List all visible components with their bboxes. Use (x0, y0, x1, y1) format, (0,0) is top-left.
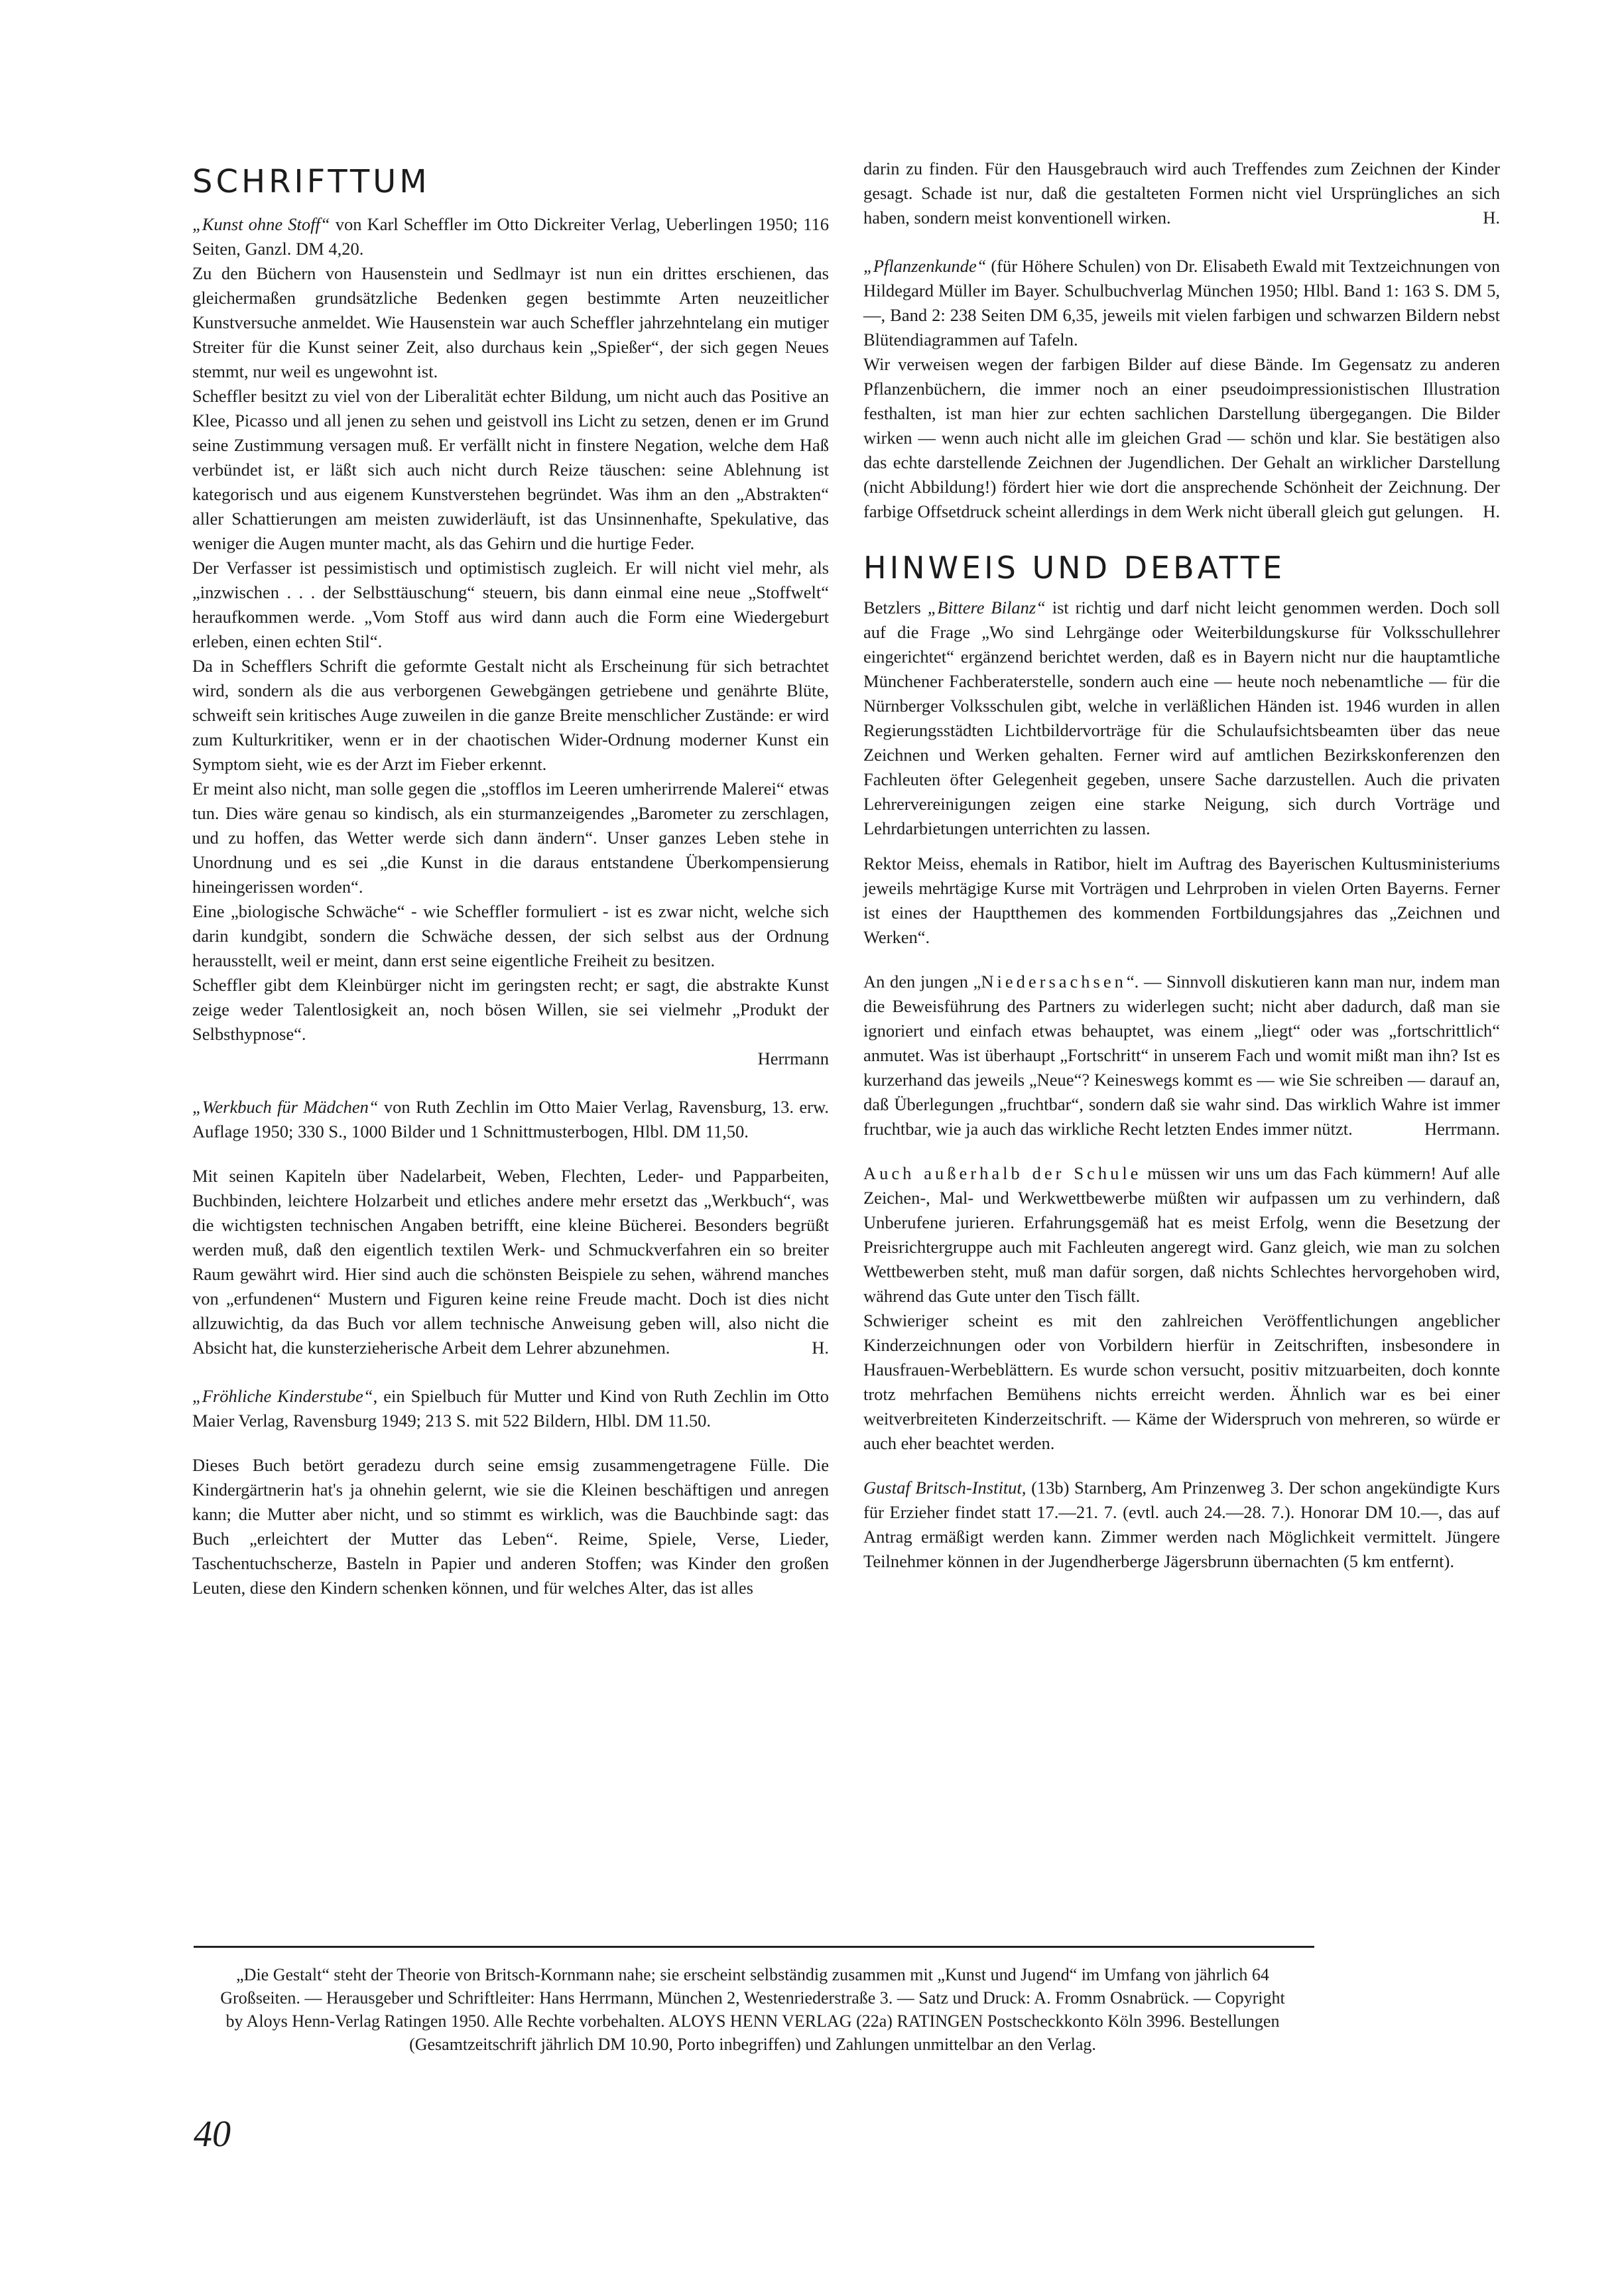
paragraph-text: ist richtig und darf nicht leicht genommen werden. Doch soll auf die Frage „Wo sind Lehrgänge oder Weiterbildungskurse für Volksschullehrer eingerichtet“ ergänzend berichtet werden, daß es in Bayern nicht nur die hauptamtliche Münchener Fachberaterstelle, sondern auch eine — heute noch nebenamtliche — für die Nürnberger Volksschulen gibt, welche in verläßlichen Händen ist. 1946 wurden in allen Regierungsstädten Lichtbildervorträge für die Schulaufsichtsbeamten über das neue Zeichnen und Werken gehalten. Ferner wird auf amtlichen Bezirkskonferenzen den Fachleuten öfter Gelegenheit gegeben, unsere Sache darzustellen. Auch die privaten Lehrervereinigungen zeigen eine starke Neigung, sich durch Vorträge und Lehrdarbietungen unterrichten zu lassen. (863, 598, 1500, 838)
paragraph: Scheffler besitzt zu viel von der Liberalität echter Bildung, um nicht auch das Positive an Klee, Picasso und all jenen zu sehen und geistvoll ins Licht zu setzen, denen er im Grund seine Zustimmung versagen muß. Er verfällt nicht in finstere Negation, welche dem Haß verbündet ist, er läßt sich auch nicht durch Reize täuschen: seine Ablehnung ist kategorisch und aus eigenem Kunstverstehen begründet. Was ihm an den „Abstrakten“ aller Schattierungen am meisten zuwiderläuft, ist das Unsinnenhafte, Spekulative, das weniger die Augen munter macht, als das Gehirn und die hurtige Feder. (192, 386, 829, 553)
paragraph-lead: An den jungen „ (863, 972, 981, 991)
citation-text: , ein Spielbuch für Mutter und Kind von Ruth Zechlin im Otto Maier Verlag, Ravensburg 1949; 213 S. mit 522 Bildern, Hlbl. DM 11.50. (192, 1386, 829, 1431)
review-citation (192, 1095, 829, 1144)
paragraph (192, 973, 829, 1071)
paragraph-text: Mit seinen Kapiteln über Nadelarbeit, Weben, Flechten, Leder- und Papparbeiten, Buchbinden, leichtere Holzarbeit und etliches andere mehr ersetzt das „Werkbuch“, was die wichtigsten technischen Angaben betrifft, eine kleine Bücherei. Besonders begrüßt werden muß, daß den eigentlich textilen Werk- und Schmuckverfahren ein so breiter Raum gewährt wird. Hier sind auch die schönsten Beispiele zu sehen, während manches von „erfundenen“ Mustern und Figuren keine reine Freude macht. Doch ist dies nicht allzuwichtig, da das Buch vor allem technische Anweisung geben will, also nicht die Absicht hat, die kunsterzieherische Arbeit dem Lehrer abzunehmen. (192, 1166, 829, 1358)
paragraph: Dieses Buch betört geradezu durch seine emsig zusammengetragene Fülle. Die Kindergärtnerin hat's ja ohnehin gelernt, wie sie die Kleinen beschäftigen und anregen kann; die Mutter aber nicht, und so stimmt es wirklich, was die Bauchbinde sagt: das Buch „erleichtert der Mutter das Leben“. Reime, Spiele, Verse, Lieder, Taschentuchscherze, Basteln in Papier und anderen Stoffen; was Kinder den großen Leuten, diese den Kindern schenken können, und für welches Alter, das ist alles (192, 1455, 829, 1598)
page-number: 40 (194, 2114, 231, 2155)
paragraph (863, 157, 1500, 230)
book-title: „Werkbuch für Mädchen“ (192, 1097, 379, 1117)
paragraph (863, 1476, 1500, 1574)
citation-text: von Ruth Zechlin im Otto Maier Verlag, Ravensburg, 13. erw. Auflage 1950; 330 S., 1000 Bilder und 1 Schnittmusterbogen, Hlbl. DM 11,50. (192, 1097, 829, 1141)
review-citation (863, 254, 1500, 352)
institute-name: Gustaf Britsch-Institut, (863, 1478, 1027, 1498)
paragraph: Eine „biologische Schwäche“ - wie Scheffler formuliert - ist es zwar nicht, welche sich darin kundgibt, sondern die Schwäche dessen, der sich selbst aus der Ordnung herausstellt, weil er meint, dann erst seine eigentliche Freiheit zu besitzen. (192, 901, 829, 970)
spaced-emphasis: Auch außerhalb der Schule (863, 1163, 1142, 1183)
citation-text: (für Höhere Schulen) von Dr. Elisabeth Ewald mit Textzeichnungen von Hildegard Müller im Bayer. Schulbuchverlag München 1950; Hlbl. Band 1: 163 S. DM 5,—, Band 2: 238 Seiten DM 6,35, jeweils mit vielen farbigen und schwarzen Bildern nebst Blütendiagrammen auf Tafeln. (863, 256, 1500, 350)
paragraph: Da in Schefflers Schrift die geformte Gestalt nicht als Erscheinung für sich betrachtet wird, sondern als die aus verborgenen Gewebgängen getriebene und genährte Blüte, schweift sein kritisches Auge zuweilen in die ganze Breite menschlicher Zustände: er wird zum Kulturkritiker, wenn er in der chaotischen Wider-Ordnung moderner Kunst ein Symptom sieht, wie es der Arzt im Fieber erkennt. (192, 656, 829, 774)
review-citation (192, 1384, 829, 1433)
paragraph (192, 1164, 829, 1360)
paragraph: Schwieriger scheint es mit den zahlreichen Veröffentlichungen angeblicher Kinderzeichnungen oder von Vorbildern hierfür in Zeitschriften, insbesondere in Hausfrauen-Werbeblättern. Es wurde schon versucht, positiv mitzuarbeiten, doch konnte trotz mehrfachen Bemühens nichts erreicht werden. Ähnlich war es bei einer weitverbreiteten Kinderzeitschrift. — Käme der Widerspruch von mehreren, so würde er auch eher beachtet werden. (863, 1310, 1500, 1453)
paragraph: Zu den Büchern von Hausenstein und Sedlmayr ist nun ein drittes erschienen, das gleichermaßen grundsätzliche Bedenken gegen bestimmte Arten neuzeitlicher Kunstversuche anmeldet. Wie Hausenstein war auch Scheffler jahrzehntelang ein mutiger Streiter für die Kunst seiner Zeit, also durchaus kein „Spießer“, der sich gegen Neues stemmt, nur weil es ungewohnt ist. (192, 263, 829, 381)
right-column (863, 157, 1500, 1574)
paragraph: Er meint also nicht, man solle gegen die „stofflos im Leeren umherirrende Malerei“ etwas tun. Dies wäre genau so kindisch, als ein sturmanzeigendes „Barometer zu zerschlagen, und zu hoffen, das Wetter werde sich dann ändern“. Unser ganzes Leben stehe in Unordnung und es sei „die Kunst in die daraus entstandene Überkompensierung hineingerissen worden“. (192, 779, 829, 897)
spaced-emphasis: Niedersachsen (981, 972, 1127, 991)
book-title: „Kunst ohne Stoff“ (192, 214, 330, 234)
paragraph-text: müssen wir uns um das Fach kümmern! Auf alle Zeichen-, Mal- und Werkwettbewerbe müßten wir aufpassen um zu verhindern, daß Unberufene jurieren. Erfahrungsgemäß hat es meist Erfolg, wenn die Besetzung der Preisrichtergruppe auch mit Fachleuten angeregt wird. Ganz gleich, wie man zu solchen Wettbewerben steht, muß man dafür sorgen, daß nichts Schlechtes hervorgehoben wird, während das Gute unter den Tisch fällt. (863, 1163, 1500, 1306)
book-title: „Fröhliche Kinderstube“ (192, 1386, 373, 1406)
paragraph (863, 596, 1500, 841)
paragraph-text: (13b) Starnberg, Am Prinzenweg 3. Der schon angekündigte Kurs für Erzieher findet statt 17.—21. 7. (evtl. auch 24.—28. 7.). Honorar DM 10.—, das auf Antrag ermäßigt werden kann. Zimmer werden nach Möglichkeit vermittelt. Jüngere Teilnehmer können in der Jugendherberge Jägersbrunn übernachten (5 km entfernt). (863, 1478, 1500, 1571)
citation-text: von Karl Scheffler im Otto Dickreiter Verlag, Ueberlingen 1950; 116 Seiten, Ganzl. DM 4,20. (192, 214, 829, 259)
paragraph-text: darin zu finden. Für den Hausgebrauch wird auch Treffendes zum Zeichnen der Kinder gesagt. Schade ist nur, daß die gestalteten Formen nicht viel Ursprüngliches an sich haben, sondern meist konventionell wirken. (863, 159, 1500, 227)
paragraph-text: Wir verweisen wegen der farbigen Bilder auf diese Bände. Im Gegensatz zu anderen Pflanzenbüchern, die immer noch an einer pseudoimpressionistischen Illustration festhalten, ist man hier zur echten sachlichen Darstellung übergegangen. Die Bilder wirken — wenn auch nicht alle im gleichen Grad — schön und klar. Sie bestätigen also das echte darstellende Zeichnen der Jugendlichen. Der Gehalt an wirklicher Darstellung (nicht Abbildung!) fördert hier wie dort die ansprechende Schönheit der Zeichnung. Der farbige Offsetdruck scheint allerdings in dem Werk nicht überall gleich gut gelungen. (863, 354, 1500, 521)
author-signature: Herrmann (757, 1049, 829, 1068)
footer-divider (194, 1946, 1314, 1948)
paragraph-text: Scheffler gibt dem Kleinbürger nicht im geringsten recht; er sagt, die abstrakte Kunst zeige weder Talentlosigkeit an, noch bösen Willen, sie sei vielmehr „Produkt der Selbsthypnose“. (192, 975, 829, 1044)
book-title: „Bittere Bilanz“ (927, 598, 1046, 617)
paragraph (863, 1161, 1500, 1308)
section-heading-hinweis: HINWEIS UND DEBATTE (863, 550, 1286, 586)
book-title: „Pflanzenkunde“ (863, 256, 987, 276)
left-column (192, 163, 829, 1600)
paragraph (863, 970, 1500, 1141)
author-signature: H. (1483, 501, 1500, 521)
section-heading-schrifttum: SCHRIFTTUM (192, 163, 430, 200)
paragraph-text: “. — Sinnvoll diskutieren kann man nur, indem man die Beweisführung des Partners zu widerlegen sucht; nicht aber dadurch, daß man sie ignoriert und einfach etwas behauptet, was einem „liegt“ oder was „fortschrittlich“ anmutet. Was ist überhaupt „Fortschritt“ in unserem Fach und womit mißt man ihn? Ist es kurzerhand das jeweils „Neue“? Keineswegs kommt es — wie Sie schreiben — darauf an, daß Überlegungen „fruchtbar“, sondern daß sie wahr sind. Das wirklich Wahre ist immer fruchtbar, wie ja auch das wirkliche Recht letzten Endes immer nützt. (863, 972, 1500, 1139)
paragraph-lead: Betzlers (863, 598, 928, 617)
paragraph: Der Verfasser ist pessimistisch und optimistisch zugleich. Er will nicht viel mehr, als „inzwischen . . . der Selbsttäuschung“ steuern, bis dann einmal eine neue „Stoffwelt“ heraufkommen werde. „Vom Stoff aus wird dann auch die Form eine Wiedergeburt erleben, einen echten Stil“. (192, 558, 829, 651)
imprint-footer: „Die Gestalt“ steht der Theorie von Britsch-Kornmann nahe; sie erscheint selbständig zusammen mit „Kunst und Jugend“ im Umfang von jährlich 64 Großseiten. — Herausgeber und Schriftleiter: Hans Herrmann, München 2, Westenriederstraße 3. — Satz und Druck: A. Fromm Osnabrück. — Copyright by Aloys Henn-Verlag Ratingen 1950. Alle Rechte vorbehalten. ALOYS HENN VERLAG (22a) RATINGEN Postscheckkonto Köln 3996. Bestellungen (Gesamtzeitschrift jährlich DM 10.90, Porto inbegriffen) und Zahlungen unmittelbar an den Verlag. (220, 1965, 1285, 2054)
author-signature: Herrmann. (1424, 1119, 1500, 1139)
review-citation (192, 212, 829, 261)
author-signature: H. (1483, 208, 1500, 227)
paragraph (863, 352, 1500, 524)
author-signature: H. (812, 1338, 829, 1358)
paragraph: Rektor Meiss, ehemals in Ratibor, hielt im Auftrag des Bayerischen Kultusministeriums jeweils mehrtägige Kurse mit Vorträgen und Lehrproben in vielen Orten Bayerns. Ferner ist eines der Hauptthemen des kommenden Fortbildungsjahres das „Zeichnen und Werken“. (863, 854, 1500, 947)
